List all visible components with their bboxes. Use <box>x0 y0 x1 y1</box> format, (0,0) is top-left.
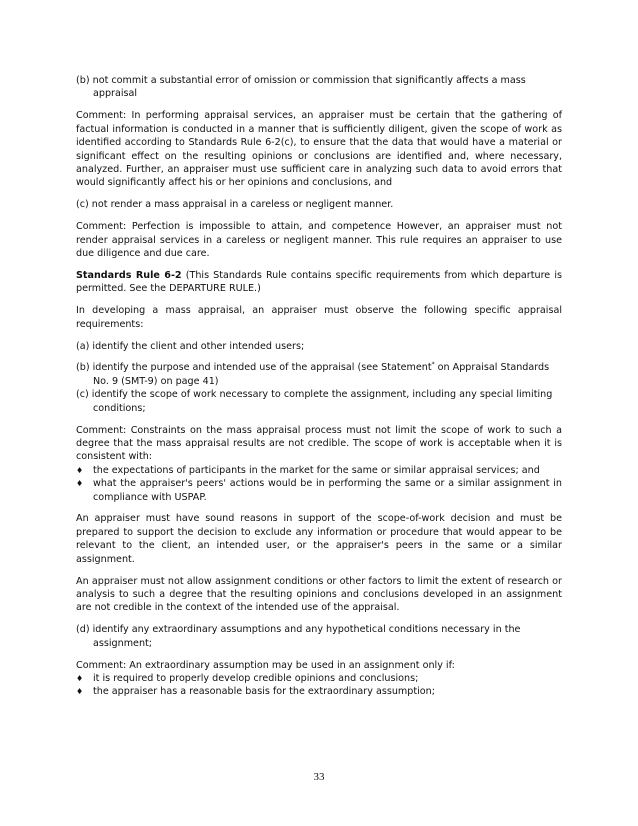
requirement-b-text: (b) identify the purpose and intended use of the appraisal (see Statement <box>76 362 432 374</box>
scope-bullet-list <box>76 464 562 504</box>
diamond-bullet-icon: ♦ <box>76 687 84 697</box>
assumption-bullet-list <box>76 672 562 699</box>
intro-paragraph: In developing a mass appraisal, an appraiser must observe the following specific appraisal requirements: <box>76 305 562 330</box>
list-item: ♦ what the appraiser's peers' actions would be in performing the same or a similar assignment in compliance with USPAP. <box>76 478 562 503</box>
list-item: ♦ the expectations of participants in the market for the same or similar appraisal services; and <box>76 464 540 476</box>
comment-d: Comment: An extraordinary assumption may be used in an assignment only if: <box>76 659 455 671</box>
item-b: (b) not commit a substantial error of omission or commission that significantly affects a mass appraisal <box>76 75 526 100</box>
paragraph-sound-reasons: An appraiser must have sound reasons in support of the scope-of-work decision and must be prepared to support the decision to exclude any information or procedure that would appear to be relevant to the client, an intended user, or the appraiser's peers in the same or a similar assignment. <box>76 513 562 565</box>
list-item: ♦ the appraiser has a reasonable basis for the extraordinary assumption; <box>76 686 435 698</box>
comment-b: Comment: In performing appraisal services, an appraiser must be certain that the gathering of factual information is conducted in a manner that is sufficiently diligent, given the scope of work as identified according to Standards Rule 6-2(c), to ensure that the data that would have a material or significant effect on the resulting opinions or conclusions are identified and, where necessary, analyzed. Further, an appraiser must use sufficient care in analyzing such data to avoid errors that would significantly affect his or her opinions and conclusions, and <box>76 110 562 189</box>
comment-c: Comment: Perfection is impossible to attain, and competence However, an appraiser must not render appraisal services in a careless or negligent manner. This rule requires an appraiser to use due diligence and due care. <box>76 221 562 259</box>
requirement-a: (a) identify the client and other intended users; <box>76 340 305 352</box>
rule-title: Standards Rule 6-2 <box>76 269 182 281</box>
footnote-mark: * <box>431 361 435 369</box>
diamond-bullet-icon: ♦ <box>76 674 84 684</box>
paragraph-assignment-conditions: An appraiser must not allow assignment conditions or other factors to limit the extent of research or analysis to such a degree that the resulting opinions and conclusions developed in an assignment are not credible in the context of the intended use of the appraisal. <box>76 575 562 614</box>
standards-rule-6-2 <box>76 269 562 296</box>
requirement-c: (c) identify the scope of work necessary to complete the assignment, including any special limiting conditions; <box>76 389 553 414</box>
rule-text: (This Standards Rule contains specific requirements from which departure is permitted. See the DEPARTURE RULE.) <box>76 269 562 295</box>
requirement-b-text-end: on Appraisal Standards No. 9 (SMT-9) on page 41) <box>93 362 550 387</box>
page-content <box>76 74 562 707</box>
item-c: (c) not render a mass appraisal in a careless or negligent manner. <box>76 199 394 211</box>
page-number: 33 <box>313 771 325 783</box>
diamond-bullet-icon: ♦ <box>76 465 84 475</box>
requirement-d: (d) identify any extraordinary assumptions and any hypothetical conditions necessary in the assignment; <box>76 624 521 649</box>
list-item: ♦ it is required to properly develop credible opinions and conclusions; <box>76 673 419 685</box>
requirement-b <box>76 361 562 388</box>
comment-scope: Comment: Constraints on the mass appraisal process must not limit the scope of work to such a degree that the mass appraisal results are not credible. The scope of work is acceptable when it is consistent with: <box>76 424 562 463</box>
diamond-bullet-icon: ♦ <box>76 479 84 489</box>
